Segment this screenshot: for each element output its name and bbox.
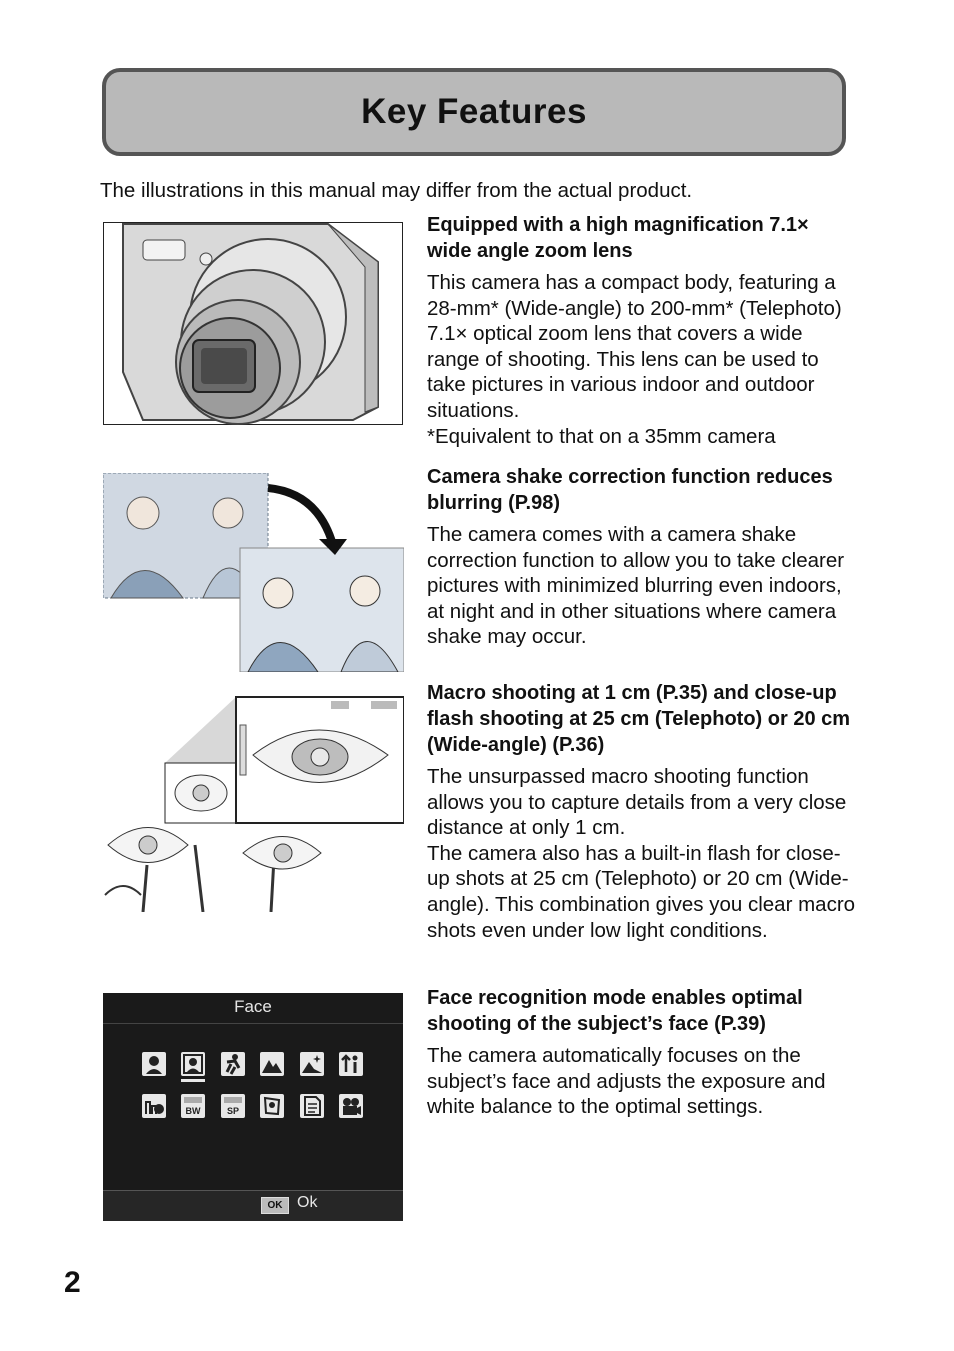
page-number: 2 xyxy=(64,1266,81,1299)
feature-body-2: The camera also has a built-in flash for close-up shots at 25 cm (Telephoto) or 20 cm (Wide-angle). This combination gives you clear macro shots even under low light conditions. xyxy=(427,841,856,942)
feature-heading: Camera shake correction function reduces blurring (P.98) xyxy=(427,466,833,514)
portrait-icon xyxy=(181,1052,205,1076)
zoom-macro-icon xyxy=(339,1052,363,1076)
intro-text: The illustrations in this manual may differ from the actual product. xyxy=(100,179,693,202)
sepia-icon xyxy=(221,1094,245,1118)
sports-icon xyxy=(221,1052,245,1076)
screen-title: Face xyxy=(234,997,272,1016)
face-mode-screen xyxy=(103,993,403,1221)
bw-icon xyxy=(181,1094,205,1118)
feature-face-recognition xyxy=(427,985,857,1120)
feature-shake-correction xyxy=(427,464,857,650)
feature-body: The camera automatically focuses on the subject’s face and adjusts the exposure and white balance to the optimal settings. xyxy=(427,1044,826,1119)
macro-flower-illustration xyxy=(103,695,404,912)
night-scene-icon xyxy=(300,1052,324,1076)
landscape-icon xyxy=(260,1052,284,1076)
page-title: Key Features xyxy=(361,92,587,131)
feature-heading: Face recognition mode enables optimal shooting of the subject’s face (P.39) xyxy=(427,987,803,1035)
ok-label: Ok xyxy=(297,1194,318,1211)
movie-icon xyxy=(339,1094,363,1118)
text-mode-icon xyxy=(300,1094,324,1118)
screen-divider xyxy=(103,1023,403,1024)
skew-correction-icon xyxy=(260,1094,284,1118)
feature-heading: Macro shooting at 1 cm (P.35) and close-up flash shooting at 25 cm (Telephoto) or 20 cm (Wide-angle) (P.36) xyxy=(427,682,851,756)
feature-macro xyxy=(427,680,857,943)
selected-indicator xyxy=(181,1079,205,1082)
title-banner xyxy=(102,68,846,156)
high-sensitivity-icon xyxy=(142,1094,166,1118)
feature-body: This camera has a compact body, featuring a 28-mm* (Wide-angle) to 200-mm* (Telephoto) 7.1× optical zoom lens that covers a wide range of shooting. This lens can be used to take pictures in various indoor and outdoor situations. xyxy=(427,271,842,422)
feature-heading: Equipped with a high magnification 7.1× wide angle zoom lens xyxy=(427,214,809,262)
screen-footer xyxy=(103,1190,403,1221)
feature-body: The unsurpassed macro shooting function allows you to capture details from a very close distance at only 1 cm. xyxy=(427,765,847,840)
feature-body: The camera comes with a camera shake correction function to allow you to take clearer pictures with minimized blurring even indoors, at night and in other situations where camera shake may occur. xyxy=(427,523,845,649)
ok-key-label: OK xyxy=(261,1197,289,1214)
svg-text:BW: BW xyxy=(185,1106,201,1116)
feature-note: *Equivalent to that on a 35mm camera xyxy=(427,424,776,448)
face-mode-icon xyxy=(142,1052,166,1076)
feature-zoom-lens xyxy=(427,212,857,449)
shake-correction-illustration xyxy=(103,473,404,672)
svg-text:SP: SP xyxy=(226,1106,240,1116)
camera-illustration xyxy=(103,222,403,425)
